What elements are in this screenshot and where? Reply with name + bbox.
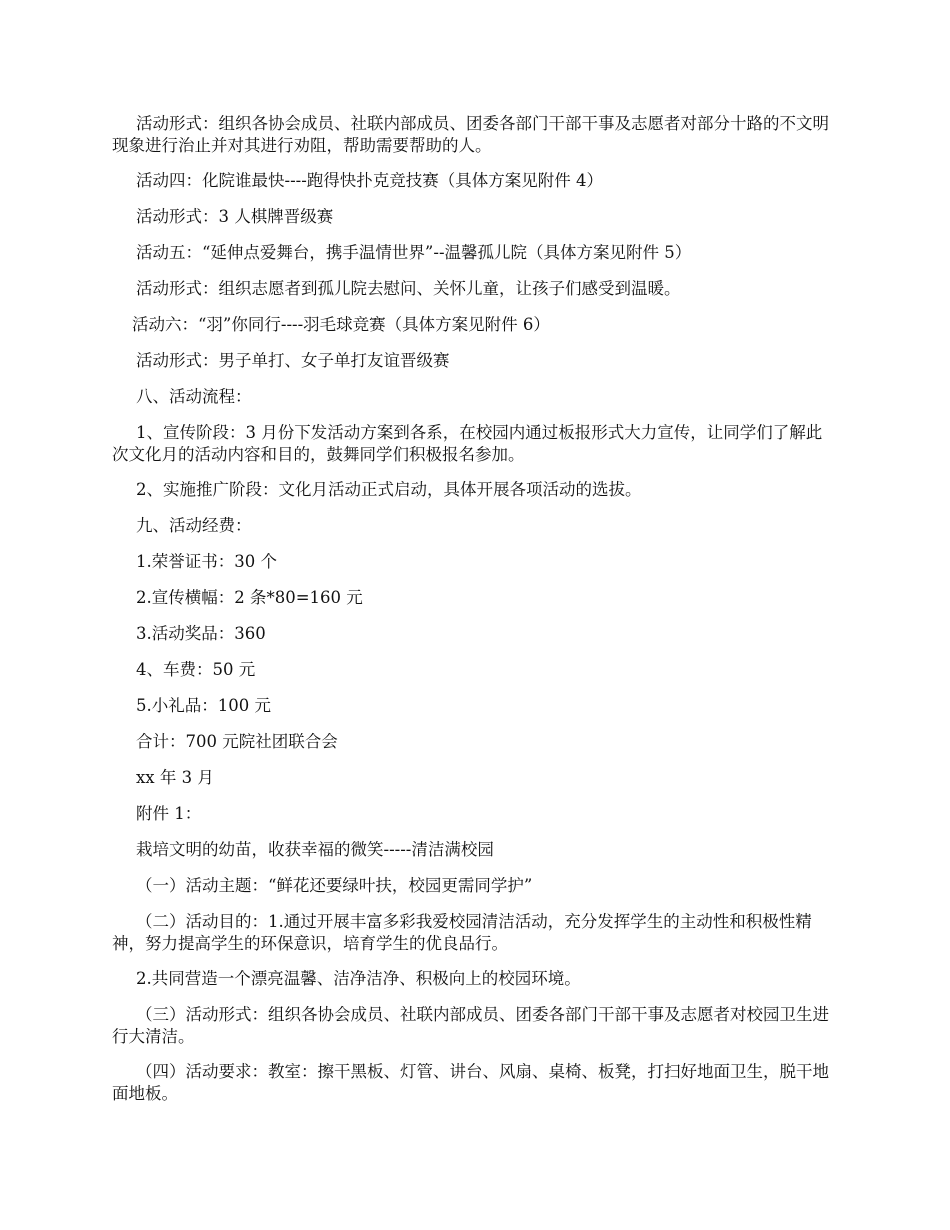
paragraph-2: 活动四：化院谁最快----跑得快扑克竞技赛（具体方案见附件 4） (136, 171, 604, 190)
paragraph-7: 活动形式：男子单打、女子单打友谊晋级赛 (136, 351, 450, 370)
paragraph-4: 活动五：“延伸点爱舞台，携手温情世界”--温馨孤儿院（具体方案见附件 5） (136, 243, 692, 262)
paragraph-1: 活动形式：组织各协会成员、社联内部成员、团委各部门干部干事及志愿者对部分十路的不文明现象进行治止并对其进行劝阻，帮助需要帮助的人。 (112, 114, 829, 155)
activity-theme: （一）活动主题：“鲜花还要绿叶扶，校园更需同学护” (136, 876, 533, 895)
budget-item-3: 3.活动奖品：360 (136, 624, 266, 643)
budget-item-1: 1.荣誉证书：30 个 (136, 552, 277, 571)
budget-item-5: 5.小礼品：100 元 (136, 696, 271, 715)
activity-requirements: （四）活动要求：教室：擦干黑板、灯管、讲台、风扇、桌椅、板凳，打扫好地面卫生，脱干地面地板。 (112, 1062, 829, 1103)
section-heading-9: 九、活动经费： (136, 516, 252, 535)
budget-item-4: 4、车费：50 元 (136, 660, 256, 679)
attachment-heading: 附件 1： (136, 804, 202, 823)
paragraph-3: 活动形式：3 人棋牌晋级赛 (136, 207, 334, 226)
paragraph-9: 1、宣传阶段：3 月份下发活动方案到各系，在校园内通过板报形式大力宣传，让同学们了解此次文化月的活动内容和目的，鼓舞同学们积极报名参加。 (112, 423, 823, 464)
activity-purpose: （二）活动目的：1.通过开展丰富多彩我爱校园清洁活动，充分发挥学生的主动性和积极性精神，努力提高学生的环保意识，培育学生的优良品行。 (112, 912, 812, 953)
paragraph-6: 活动六：“羽”你同行----羽毛球竞赛（具体方案见附件 6） (132, 315, 550, 334)
attachment-title: 栽培文明的幼苗，收获幸福的微笑-----清洁满校园 (136, 840, 494, 859)
paragraph-5: 活动形式：组织志愿者到孤儿院去慰问、关怀儿童，让孩子们感受到温暖。 (136, 279, 681, 298)
activity-form: （三）活动形式：组织各协会成员、社联内部成员、团委各部门干部干事及志愿者对校园卫生进行大清洁。 (112, 1005, 829, 1046)
paragraph-10: 2、实施推广阶段：文化月活动正式启动，具体开展各项活动的选拔。 (136, 480, 642, 499)
budget-item-2: 2.宣传横幅：2 条*80=160 元 (136, 588, 363, 607)
budget-total: 合计：700 元院社团联合会 (136, 732, 338, 751)
section-heading-8: 八、活动流程： (136, 387, 252, 406)
date-line: xx 年 3 月 (136, 768, 214, 787)
activity-purpose-2: 2.共同营造一个漂亮温馨、洁净洁净、积极向上的校园环境。 (136, 969, 581, 988)
